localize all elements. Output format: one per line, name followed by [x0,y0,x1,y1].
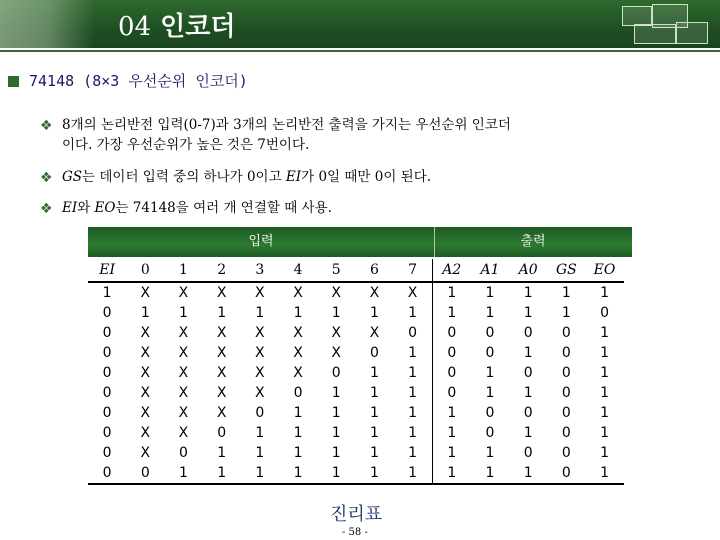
square-icon [8,76,19,87]
table-cell: 1 [561,285,571,301]
title-bar [0,0,720,48]
column-header: 0 [126,259,164,282]
table-cell: 1 [600,285,609,301]
table-row [88,363,624,383]
table-cell: 0 [561,385,571,401]
table-cell: X [216,385,227,401]
table-cell: 1 [369,405,379,421]
table-cell: 0 [255,405,265,421]
table-caption: 진리표 [330,504,383,525]
table-cell: 0 [561,325,571,341]
table-cell: 0 [523,365,533,381]
table-cell: 1 [600,445,609,461]
table-cell: 0 [523,325,533,341]
table-cell: 0 [561,405,571,421]
diamond-icon: ❖ [40,170,53,186]
table-cell: 0 [102,365,112,381]
table-cell: 0 [102,385,112,401]
table-cell: 0 [102,325,112,341]
bullet-1-line2: 이다. 가장 우선순위가 높은 것은 7번이다. [62,137,310,153]
table-cell: X [140,405,151,421]
table-cell: 1 [355,463,393,484]
table-cell: 0 [447,345,457,361]
table-cell: 1 [394,383,433,403]
table-cell: 1 [203,463,241,484]
table-cell: X [140,365,151,381]
table-cell: 0 [331,365,341,381]
table-cell: 1 [217,305,227,321]
bullet-3 [40,198,702,218]
table-cell: 0 [447,365,457,381]
table-cell: 0 [447,325,457,341]
table-cell: 0 [102,405,112,421]
table-cell: 1 [241,463,279,484]
table-cell: X [369,325,380,341]
table-cell: X [178,365,189,381]
ei-term: EI [285,169,302,185]
table-cell: 1 [509,463,547,484]
table-cell: 0 [369,345,379,361]
table-row [88,463,624,484]
table-cell: 1 [523,385,533,401]
table-cell: 1 [317,463,355,484]
table-cell: 1 [394,423,433,443]
column-header: 6 [355,259,393,282]
table-cell: 0 [561,445,571,461]
table-cell: 0 [561,365,571,381]
table-cell: X [140,385,151,401]
table-header-row [88,259,624,282]
page-number: - 58 - [342,527,368,538]
ei-term: EI [62,200,78,216]
table-cell: X [216,285,227,301]
column-header: EI [88,259,126,282]
column-header: 5 [317,259,355,282]
bullet-2-text-b: 가 0일 때만 0이 된다. [301,169,432,185]
table-cell: X [255,325,265,341]
table-cell: 1 [279,463,317,484]
table-cell: X [293,285,303,301]
table-cell: 0 [102,345,112,361]
deco-block [622,6,652,26]
table-cell: 1 [447,445,457,461]
table-cell: X [216,345,227,361]
table-row [88,323,624,343]
column-header: 3 [241,259,279,282]
table-cell: 1 [179,305,188,321]
table-cell: 0 [394,323,433,343]
table-cell: X [140,445,151,461]
input-group-header: 입력 [88,227,434,257]
table-cell: X [178,285,189,301]
table-cell: 1 [394,343,433,363]
table-cell: 1 [485,385,495,401]
table-cell: 1 [561,305,571,321]
table-cell: 1 [447,425,457,441]
table-cell: 1 [369,365,379,381]
table-cell: X [178,345,189,361]
column-header: A2 [432,259,471,282]
table-cell: 1 [447,305,457,321]
gs-term: GS [62,169,83,185]
table-cell: 1 [600,425,609,441]
table-cell: 0 [485,325,495,341]
table-cell: 1 [523,425,533,441]
table-cell: X [331,345,342,361]
table-cell: 0 [447,385,457,401]
table-cell: 1 [331,405,341,421]
truth-table [88,259,624,485]
header-photo [0,0,95,48]
deco-block [676,22,708,44]
column-header: A0 [509,259,547,282]
table-cell: 1 [293,445,303,461]
heading-text: 74148 (8×3 우선순위 인코더) [29,72,248,90]
table-cell: X [178,325,189,341]
diamond-icon: ❖ [40,118,53,134]
table-cell: X [178,405,189,421]
table-cell: X [331,325,342,341]
table-cell: 0 [179,445,188,461]
bullet-2-text-a: 는 데이터 입력 중의 하나가 0이고 [82,169,286,185]
table-cell: 1 [331,385,341,401]
table-cell: 1 [293,305,303,321]
table-cell: 0 [102,305,112,321]
bullet-2 [40,167,702,187]
title-text: 인코더 [160,12,236,42]
table-cell: X [369,285,380,301]
deco-block [634,24,676,44]
table-cell: X [255,285,265,301]
table-cell: 1 [331,425,341,441]
eo-term: EO [94,200,116,216]
table-cell: 0 [561,345,571,361]
table-cell: 0 [217,425,227,441]
table-cell: X [293,365,303,381]
table-row [88,303,624,323]
table-cell: 1 [394,403,433,423]
table-cell: 1 [432,463,471,484]
table-cell: X [178,425,189,441]
bullet-1 [40,115,702,155]
diamond-icon: ❖ [40,201,53,217]
table-cell: 0 [485,345,495,361]
table-cell: 1 [447,285,457,301]
table-cell: 1 [369,445,379,461]
table-cell: 0 [561,425,571,441]
table-cell: X [331,285,342,301]
section-heading [8,70,248,91]
bullet-3-text-b: 는 74148을 여러 개 연결할 때 사용. [115,200,332,216]
table-cell: X [216,325,227,341]
table-cell: 1 [485,365,495,381]
table-cell: 1 [485,305,495,321]
table-cell: X [140,425,151,441]
table-cell: X [394,282,433,303]
column-header: EO [585,259,623,282]
table-cell: X [255,365,265,381]
table-cell: X [140,325,151,341]
table-cell: 0 [102,425,112,441]
table-cell: 1 [369,305,379,321]
table-cell: 1 [293,405,303,421]
table-cell: 1 [217,445,227,461]
table-cell: 1 [447,405,457,421]
table-row [88,282,624,303]
table-row [88,383,624,403]
column-header: 7 [394,259,433,282]
page-title [118,6,236,43]
table-cell: 1 [523,305,533,321]
table-cell: 1 [471,463,509,484]
table-cell: 0 [485,425,495,441]
table-cell: 1 [585,463,623,484]
table-cell: 1 [369,425,379,441]
table-cell: 0 [102,445,112,461]
table-cell: 1 [523,345,533,361]
table-cell: 1 [394,303,433,323]
table-cell: 1 [102,285,112,301]
table-cell: 1 [394,463,433,484]
table-cell: 0 [523,445,533,461]
title-rule [0,50,720,52]
table-cell: X [216,405,227,421]
table-cell: 1 [331,445,341,461]
table-cell: 0 [523,405,533,421]
table-cell: 0 [547,463,585,484]
column-header: GS [547,259,585,282]
table-cell: X [255,385,265,401]
table-cell: 1 [164,463,202,484]
table-cell: 0 [485,405,495,421]
table-cell: 1 [394,363,433,383]
table-cell: 1 [600,325,609,341]
table-cell: 1 [293,425,303,441]
table-cell: 0 [600,305,609,321]
table-cell: 1 [600,405,609,421]
table-cell: 1 [255,305,265,321]
table-cell: X [293,325,303,341]
table-cell: 1 [600,345,609,361]
column-header: 2 [203,259,241,282]
table-cell: 1 [600,385,609,401]
table-cell: 0 [88,463,126,484]
table-cell: X [293,345,303,361]
column-header: A1 [471,259,509,282]
title-number: 04 [118,12,152,42]
table-row [88,343,624,363]
table-row [88,443,624,463]
table-cell: 1 [485,445,495,461]
table-cell: 1 [600,365,609,381]
table-cell: 1 [523,285,533,301]
table-cell: 0 [293,385,303,401]
bullet-3-text-a: 와 [77,200,95,216]
table-cell: X [178,385,189,401]
table-cell: 1 [255,425,265,441]
table-cell: 1 [485,285,495,301]
table-cell: 1 [140,305,150,321]
table-cell: 1 [331,305,341,321]
bullet-1-line1: 8개의 논리반전 입력(0-7)과 3개의 논리반전 출력을 가지는 우선순위 인코더 [62,117,511,133]
table-cell: X [140,285,151,301]
group-separator [434,227,435,257]
table-cell: X [255,345,265,361]
output-group-header: 출력 [434,227,632,257]
column-header: 1 [164,259,202,282]
table-cell: 0 [126,463,164,484]
table-row [88,423,624,443]
column-header: 4 [279,259,317,282]
table-row [88,403,624,423]
table-cell: X [216,365,227,381]
table-cell: 1 [369,385,379,401]
table-cell: X [140,345,151,361]
header-decoration [612,2,712,46]
table-cell: 1 [394,443,433,463]
table-cell: 1 [255,445,265,461]
